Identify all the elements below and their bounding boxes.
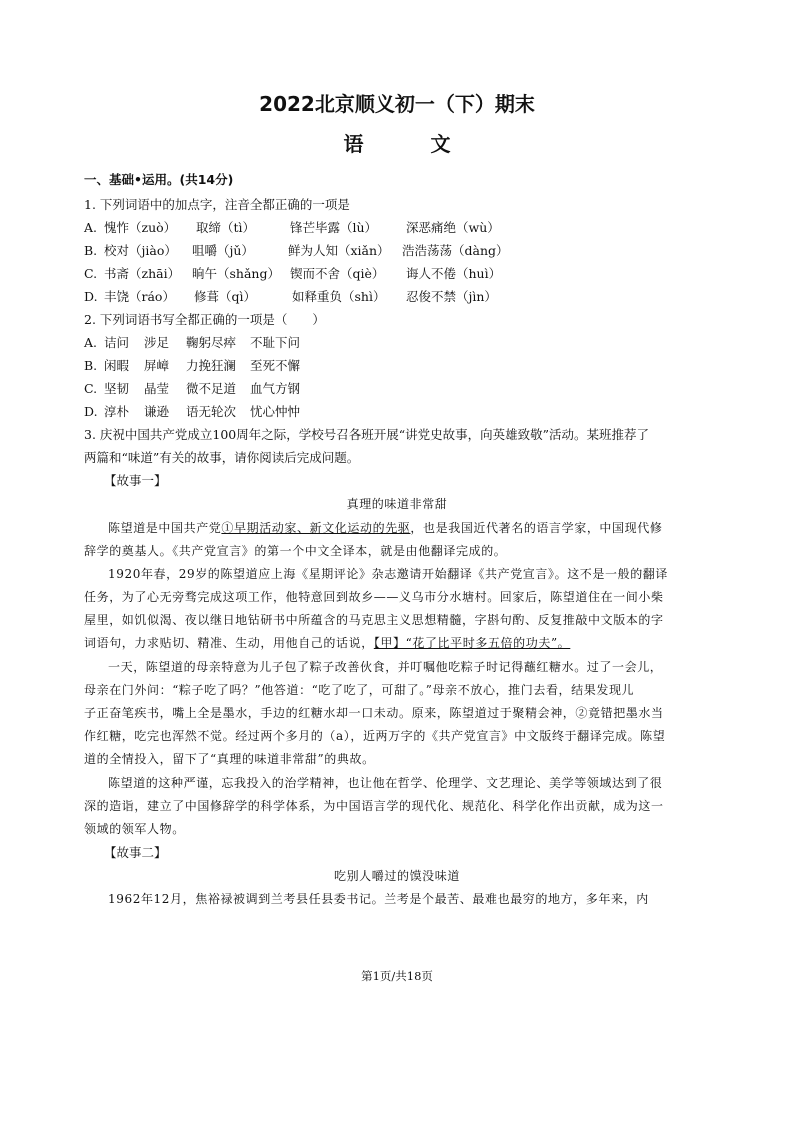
story-paragraph-line: 任务，为了心无旁骛完成这项工作，他特意回到故乡——义乌市分水塘村。回家后，陈望道住在一间小柴 xyxy=(84,590,664,604)
page-footer: 第1页/共18页 xyxy=(361,969,433,983)
story-paragraph-line: 作红糖，吃完也浑然不觉。经过两个多月的（a），近两万字的《共产党宣言》中文版终于翻译完成。陈望 xyxy=(84,729,666,743)
q3-line: 3. 庆祝中国共产党成立100周年之际，学校号召各班开展“讲党史故事，向英雄致敬”活动。某班推荐了 xyxy=(84,427,650,442)
option-item: 深恶痛绝（wù） xyxy=(406,220,500,235)
story-label: 【故事一】 xyxy=(104,473,167,488)
q3-line: 两篇和“味道”有关的故事，请你阅读后完成问题。 xyxy=(84,450,360,465)
option-item: 屏嶂 xyxy=(144,358,170,373)
story-title: 吃别人嚼过的馍没味道 xyxy=(333,869,460,883)
option-item: 晶莹 xyxy=(144,381,170,396)
option-item: 至死不懈 xyxy=(250,358,301,373)
story-paragraph-line: 屋里，如饥似渴、夜以继日地钻研书中所蕴含的马克思主义思想精髓，字斟句酌、反复推敲中文版本的字 xyxy=(84,613,664,627)
q1-stem: 1. 下列词语中的加点字，注音全都正确的一项是 xyxy=(84,197,350,212)
option-letter: C. xyxy=(84,381,98,396)
option-item: 微不足道 xyxy=(186,381,237,396)
option-item: 浩浩荡荡（dàng） xyxy=(402,243,509,258)
story-title: 真理的味道非常甜 xyxy=(346,497,448,511)
option-item: 力挽狂澜 xyxy=(186,358,237,373)
story-paragraph-line: 深的造诣，建立了中国修辞学的科学体系，为中国语言学的现代化、规范化、科学化作出贡献，成为这一 xyxy=(84,799,664,813)
option-item: 谦逊 xyxy=(144,404,170,419)
q2-stem: 2. 下列词语书写全都正确的一项是（ ） xyxy=(84,312,325,327)
story-paragraph-line: 母亲在门外问：“粽子吃了吗？”他答道：“吃了吃了，可甜了。”母亲不放心，推门去看，结果发现儿 xyxy=(84,683,635,697)
option-item: 鲜为人知（xiǎn） xyxy=(288,243,390,258)
option-item: 锲而不舍（qiè） xyxy=(290,266,385,281)
option-item: 丰饶（ráo） xyxy=(104,289,175,304)
story-paragraph-line: 1962年12月，焦裕禄被调到兰考县任县委书记。兰考是个最苦、最难也最穷的地方，多年来，内 xyxy=(108,892,649,906)
story-paragraph-line: 陈望道的这种严谨，忘我投入的治学精神，也让他在哲学、伦理学、文艺理论、美学等领域达到了很 xyxy=(108,776,663,790)
text-span: ，也是我国近代著名的语言学家，中国现代修 xyxy=(410,521,663,535)
option-item: 忧心忡忡 xyxy=(250,404,301,419)
option-item: 咀嚼（jǔ） xyxy=(192,243,254,258)
option-letter: C. xyxy=(84,266,98,281)
text-span: 陈望道是中国共产党 xyxy=(108,521,222,535)
option-item: 闲暇 xyxy=(104,358,130,373)
option-item: 忍俊不禁（jìn） xyxy=(406,289,497,304)
story-label: 【故事二】 xyxy=(104,845,167,860)
page-title: 2022北京顺义初一（下）期末 xyxy=(259,92,535,116)
option-item: 晌午（shǎng） xyxy=(192,266,280,281)
option-item: 书斋（zhāi） xyxy=(104,266,181,281)
option-letter: B. xyxy=(84,358,98,373)
option-item: 锋芒毕露（lù） xyxy=(290,220,378,235)
option-item: 修葺（qì） xyxy=(194,289,256,304)
option-item: 血气方钢 xyxy=(250,381,301,396)
story-paragraph-line: 领域的领军人物。 xyxy=(84,822,185,836)
option-letter: A. xyxy=(84,220,98,235)
story-paragraph-line xyxy=(84,635,570,652)
section-heading: 一、基础•运用。(共14分) xyxy=(84,172,234,187)
story-paragraph-line: 1920年春，29岁的陈望道应上海《星期评论》杂志邀请开始翻译《共产党宣言》。这不是一般的翻译 xyxy=(108,567,669,581)
underlined-phrase: ①早期活动家、新文化运动的先驱 xyxy=(221,521,411,535)
story-paragraph-line xyxy=(108,520,662,537)
option-item: 鞠躬尽瘁 xyxy=(186,335,237,350)
option-item: 语无轮次 xyxy=(186,404,237,419)
option-item: 诲人不倦（huì） xyxy=(406,266,502,281)
option-item: 诘问 xyxy=(104,335,130,350)
option-letter: D. xyxy=(84,404,98,419)
option-item: 不耻下问 xyxy=(250,335,301,350)
option-letter: B. xyxy=(84,243,98,258)
option-item: 愧怍（zuò） xyxy=(104,220,177,235)
option-item: 涉足 xyxy=(144,335,170,350)
option-letter: A. xyxy=(84,335,98,350)
option-item: 取缔（tì） xyxy=(196,220,256,235)
story-paragraph-line: 辞学的奠基人。《共产党宣言》的第一个中文全译本，就是由他翻译完成的。 xyxy=(84,544,507,558)
option-letter: D. xyxy=(84,289,98,304)
subject-title: 语 文 xyxy=(343,132,481,156)
story-paragraph-line: 子正奋笔疾书，嘴上全是墨水，手边的红糖水却一口未动。原来，陈望道过于聚精会神，②竟错把墨水当 xyxy=(84,706,664,720)
option-item: 如释重负（shì） xyxy=(292,289,386,304)
story-paragraph-line: 一天，陈望道的母亲特意为儿子包了粽子改善伙食，并叮嘱他吃粽子时记得蘸红糖水。过了一会儿， xyxy=(108,660,663,674)
option-item: 校对（jiào） xyxy=(104,243,177,258)
text-span: 词语句，力求贴切、精准、生动，用他自己的话说， xyxy=(84,636,374,650)
story-paragraph-line: 道的全情投入，留下了“真理的味道非常甜”的典故。 xyxy=(84,752,375,766)
option-item: 坚韧 xyxy=(104,381,130,396)
underlined-phrase: 【甲】“花了比平时多五倍的功夫”。 xyxy=(373,636,571,650)
option-item: 淳朴 xyxy=(104,404,130,419)
